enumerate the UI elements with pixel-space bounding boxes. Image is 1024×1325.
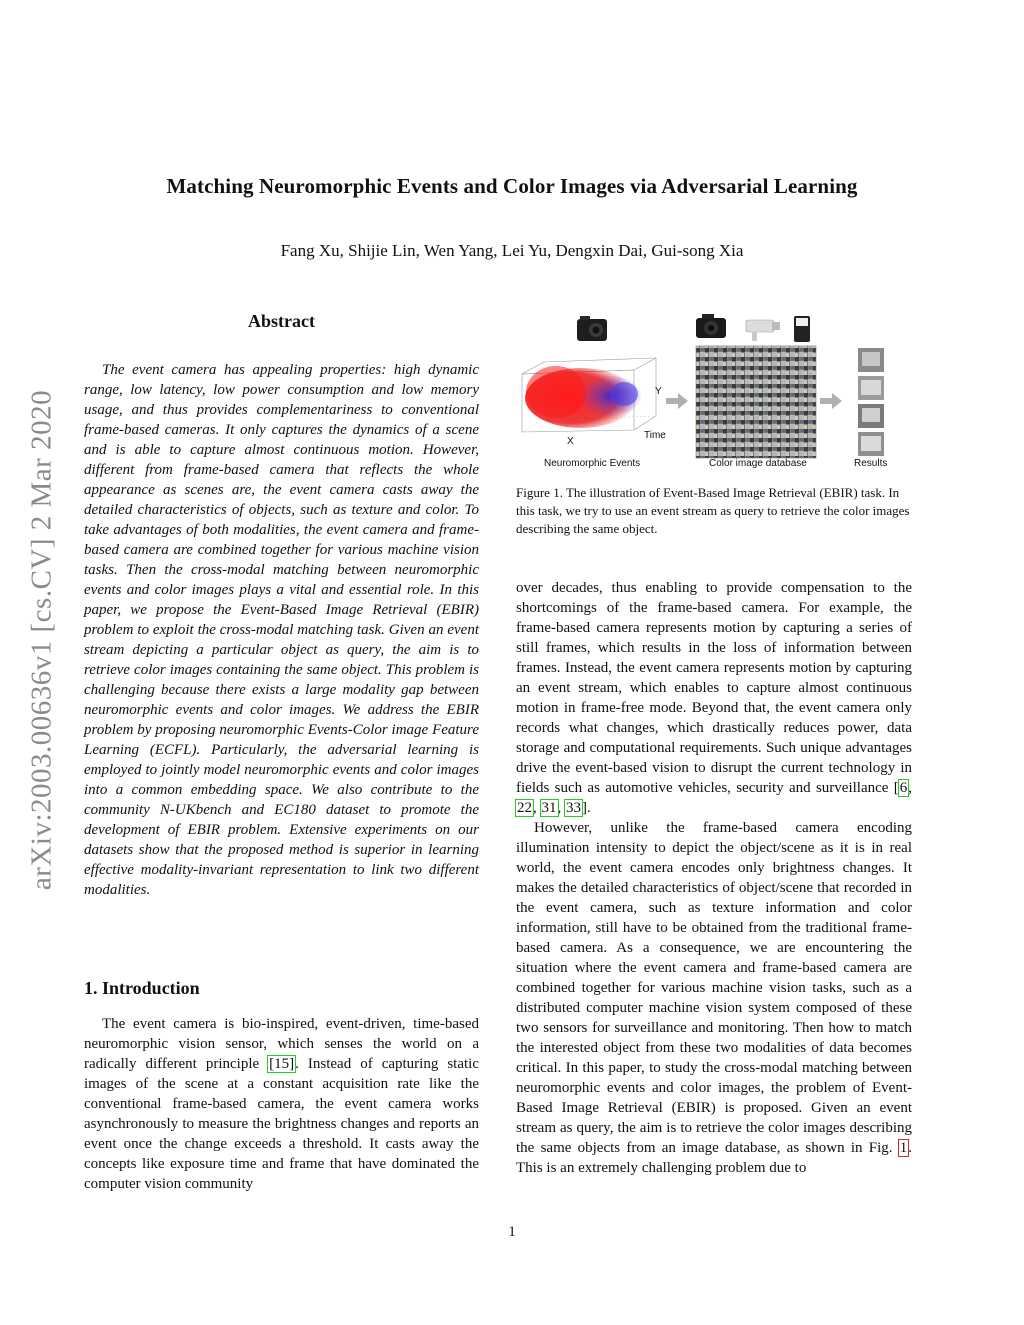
citation-link[interactable]: 22 <box>517 800 532 816</box>
section-heading-introduction: 1. Introduction <box>84 978 200 998</box>
figure-1-graphic <box>516 312 912 480</box>
label-neuromorphic-events: Neuromorphic Events <box>544 458 641 469</box>
label-results: Results <box>854 458 888 469</box>
axis-time-label: Time <box>644 430 666 441</box>
intro-text-b: . Instead of capturing static images of the scene at a constant acquisition rate like the conventional frame-based camera, the event camera works asynchronously to measure the brightness changes and reports an event once the change exceeds a threshold. It casts away the concepts like exposure time and frame that have dominated the computer vision community <box>84 1056 479 1192</box>
axis-x-label: X <box>567 436 574 447</box>
citation-link[interactable]: 6 <box>899 780 908 796</box>
abstract-text: The event camera has appealing properties: high dynamic range, low latency, low power consumption and low memory usage, and thus provides complementariness to conventional frame-based cameras. It only captures the dynamics of a scene and is able to capture almost continuous motion. However, different from frame-based camera that reflects the whole appearance as scenes are, the event camera casts away the detailed characteristics of objects, such as texture and color. To take advantages of both modalities, the event camera and frame-based camera are combined together for various machine vision tasks. Then the cross-modal matching between neuromorphic events and color images plays a vital and essential role. In this paper, we propose the Event-Based Image Retrieval (EBIR) problem to exploit the cross-modal matching task. Given an event stream depicting a particular object as query, the aim is to retrieve color images containing the same object. This problem is challenging because there exists a large modality gap between neuromorphic events and color images. We address the EBIR problem by proposing neuromorphic Events-Color image Feature Learning (ECFL). Particularly, the adversarial learning is employed to jointly model neuromorphic events and color images into a common embedding space. We also contribute to the community N-UKbench and EC180 dataset to promote the development of EBIR problem. Extensive experiments on our datasets show that the proposed method is superior in learning effective modality-invariant representation to link two different modalities. <box>84 362 479 898</box>
label-color-image-database: Color image database <box>709 458 807 469</box>
right-column <box>516 312 912 1178</box>
intro-paragraph <box>84 1014 479 1194</box>
right-p1-text: over decades, thus enabling to provide compensation to the shortcomings of the frame-based camera. For example, the frame-based camera represents motion by capturing a series of still frames, which results in the loss of information between frames. Instead, the event camera represents motion by capturing an event stream, which enables to capture almost continuous motion in frame-free mode. Beyond that, the event camera only records what changes, which drastically reduces power, data storage and computational requirements. Such unique advantages drive the event-based vision to disrupt the current technology in fields such as automotive vehicles, security and surveillance [ <box>516 580 912 796</box>
page-number: 1 <box>508 1224 516 1240</box>
axis-y-label: Y <box>655 386 662 397</box>
frame-camera-icons <box>696 314 810 342</box>
citation-link[interactable]: 33 <box>566 800 581 816</box>
result-thumbnails <box>858 348 884 456</box>
right-p2-end: . This is an extremely challenging problem due to <box>516 1140 912 1176</box>
paper-title: Matching Neuromorphic Events and Color Images via Adversarial Learning <box>166 174 858 198</box>
left-column <box>84 310 479 1192</box>
citation-link[interactable]: 31 <box>541 800 557 816</box>
color-image-database <box>696 346 816 458</box>
abstract-heading: Abstract <box>248 311 315 331</box>
arrow-right-2 <box>820 393 842 409</box>
right-p2-text: However, unlike the frame-based camera encoding illumination intensity to depict the object/scene as it is in real world, the event camera encodes only brightness changes. It makes the detailed characteristics of object/scene that recorded in the event camera, such as texture information and color information, still have to be obtained from the traditional frame-based camera. As a consequence, we are encountering the situation where the event camera and frame-based camera are combined together for various machine vision tasks, such as a distributed computer machine vision system composed of these two sensors for surveillance and monitoring. Then how to match the interested object from these two modalities of data becomes critical. In this paper, to study the cross-modal matching between neuromorphic events and color images, the problem of Event-Based Image Retrieval (EBIR) is proposed. Given an event stream as query, the aim is to retrieve the color images describing the same objects from an image database, as shown in Fig. <box>516 820 912 1156</box>
figure-reference-link[interactable]: 1 <box>899 1140 908 1156</box>
arxiv-id-text: arXiv:2003.00636v1 [cs.CV] 2 Mar 2020 <box>25 389 58 891</box>
figure-1 <box>516 312 912 480</box>
arrow-right-1 <box>666 393 688 409</box>
intro-text-a: The event camera is bio-inspired, event-driven, time-based neuromorphic vision sensor, which senses the world on a radically different principle <box>84 1016 479 1072</box>
author-list: Fang Xu, Shijie Lin, Wen Yang, Lei Yu, Dengxin Dai, Gui-song Xia <box>280 241 744 260</box>
event-stream-plot <box>522 358 656 432</box>
right-paragraph-1: over decades, thus enabling to provide compensation to the shortcomings of the frame-based camera. For example, the frame-based camera represents motion by capturing a series of still frames, which results in the loss of information between frames. Instead, the event camera represents motion by capturing an event stream, which enables to capture almost continuous motion in frame-free mode. Beyond that, the event camera only records what changes, which drastically reduces power, data storage and computational requirements. Such unique advantages drive the event-based vision to disrupt the current technology in fields such as automotive vehicles, security and surveillance [6, 22, 31, 33]. <box>516 580 912 816</box>
right-paragraph-2 <box>516 818 912 1178</box>
citation-link[interactable]: [15] <box>269 1056 295 1072</box>
event-camera-icon <box>577 316 607 341</box>
right-p1-end: ]. <box>582 800 591 816</box>
figure-1-caption: Figure 1. The illustration of Event-Based Image Retrieval (EBIR) task. In this task, we try to use an event stream as query to retrieve the color images describing the same object. <box>516 485 910 536</box>
